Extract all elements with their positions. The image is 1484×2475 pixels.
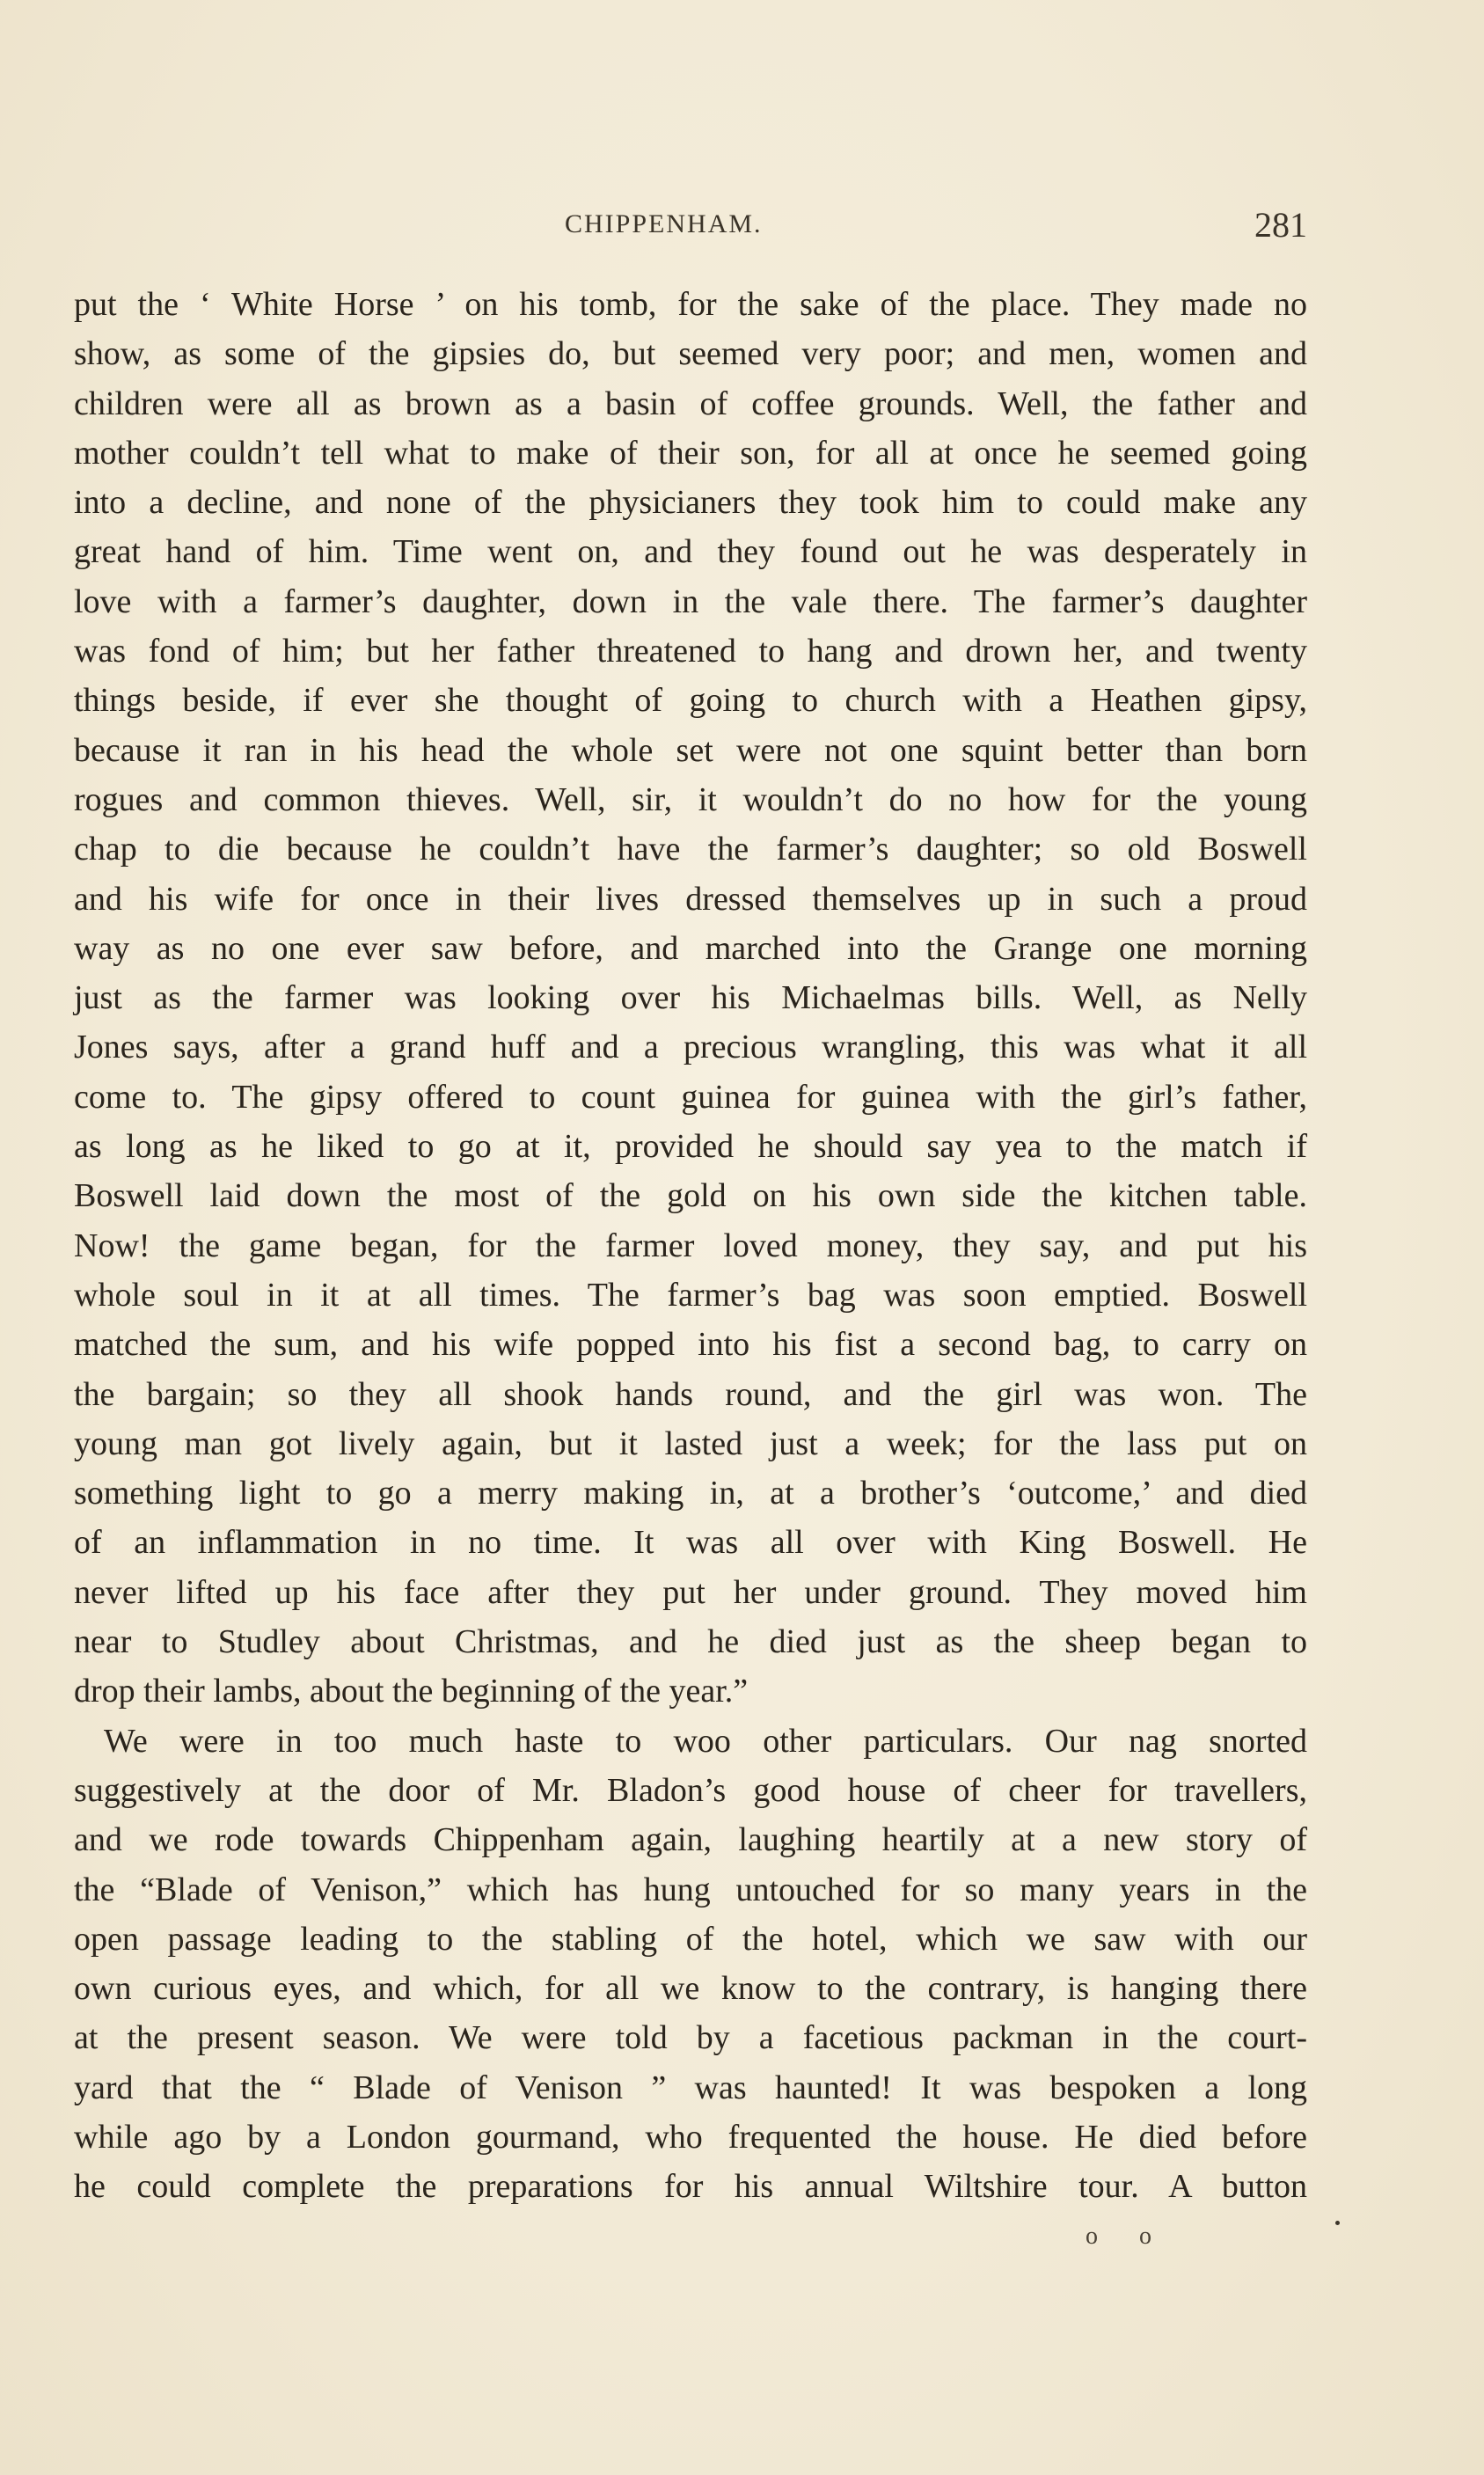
text-line: near to Studley about Christmas, and he died just as the sheep began to xyxy=(74,1623,1307,1661)
text-line: at the present season. We were told by a facetious packman in the court- xyxy=(74,2019,1307,2057)
text-line: into a decline, and none of the physicianers they took him to could make any xyxy=(74,484,1307,522)
text-line: come to. The gipsy offered to count guinea for guinea with the girl’s father, xyxy=(74,1078,1307,1116)
text-line: and we rode towards Chippenham again, laughing heartily at a new story of xyxy=(74,1821,1307,1859)
text-line: put the ‘ White Horse ’ on his tomb, for the sake of the place. They made no xyxy=(74,286,1307,323)
text-line: way as no one ever saw before, and marched into the Grange one morning xyxy=(74,929,1307,967)
text-line: chap to die because he couldn’t have the farmer’s daughter; so old Boswell xyxy=(74,831,1307,868)
text-line: great hand of him. Time went on, and they found out he was desperately in xyxy=(74,533,1307,571)
text-line: of an inflammation in no time. It was all over with King Boswell. He xyxy=(74,1524,1307,1562)
text-line: and his wife for once in their lives dressed themselves up in such a proud xyxy=(74,880,1307,918)
text-line: just as the farmer was looking over his Michaelmas bills. Well, as Nelly xyxy=(74,979,1307,1017)
text-line: mother couldn’t tell what to make of their son, for all at once he seemed going xyxy=(74,434,1307,472)
page-number: 281 xyxy=(1254,205,1307,245)
text-line: never lifted up his face after they put her under ground. They moved him xyxy=(74,1573,1307,1611)
text-line: young man got lively again, but it lasted just a week; for the lass put on xyxy=(74,1424,1307,1462)
text-line: he could complete the preparations for his annual Wiltshire tour. A button xyxy=(74,2168,1307,2206)
text-line: suggestively at the door of Mr. Bladon’s good house of cheer for travellers, xyxy=(74,1771,1307,1809)
page-header xyxy=(74,204,1307,248)
text-line: love with a farmer’s daughter, down in the vale there. The farmer’s daughter xyxy=(74,582,1307,620)
text-line: open passage leading to the stabling of the hotel, which we saw with our xyxy=(74,1920,1307,1958)
text-line: whole soul in it at all times. The farmer’s bag was soon emptied. Boswell xyxy=(74,1276,1307,1314)
text-line: as long as he liked to go at it, provided he should say yea to the match if xyxy=(74,1128,1307,1166)
text-line: Now! the game began, for the farmer loved money, they say, and put his xyxy=(74,1227,1307,1264)
text-line: rogues and common thieves. Well, sir, it wouldn’t do no how for the young xyxy=(74,780,1307,818)
text-line: the bargain; so they all shook hands round, and the girl was won. The xyxy=(74,1375,1307,1413)
text-line: while ago by a London gourmand, who frequented the house. He died before xyxy=(74,2118,1307,2156)
text-line: yard that the “ Blade of Venison ” was haunted! It was bespoken a long xyxy=(74,2069,1307,2106)
signature-mark: o o xyxy=(1086,2222,1169,2250)
text-line: because it ran in his head the whole set were not one squint better than born xyxy=(74,731,1307,769)
text-line: things beside, if ever she thought of going to church with a Heathen gipsy, xyxy=(74,682,1307,720)
text-line: Jones says, after a grand huff and a precious wrangling, this was what it all xyxy=(74,1029,1307,1066)
text-line: drop their lambs, about the beginning of the year.” xyxy=(74,1673,749,1710)
text-line: own curious eyes, and which, for all we know to the contrary, is hanging there xyxy=(74,1970,1307,2008)
text-line: children were all as brown as a basin of coffee grounds. Well, the father and xyxy=(74,384,1307,422)
text-line: was fond of him; but her father threatened to hang and drown her, and twenty xyxy=(74,633,1307,670)
text-line: show, as some of the gipsies do, but seemed very poor; and men, women and xyxy=(74,335,1307,373)
text-line: something light to go a merry making in, at a brother’s ‘outcome,’ and died xyxy=(74,1475,1307,1512)
text-line: We were in too much haste to woo other particulars. Our nag snorted xyxy=(104,1722,1307,1760)
body-text xyxy=(74,280,1307,2212)
running-head: CHIPPENHAM. xyxy=(565,209,763,238)
text-line: Boswell laid down the most of the gold on his own side the kitchen table. xyxy=(74,1177,1307,1215)
text-line: matched the sum, and his wife popped into his fist a second bag, to carry on xyxy=(74,1326,1307,1364)
text-line: the “Blade of Venison,” which has hung untouched for so many years in the xyxy=(74,1871,1307,1908)
ink-speck xyxy=(1335,2221,1340,2225)
